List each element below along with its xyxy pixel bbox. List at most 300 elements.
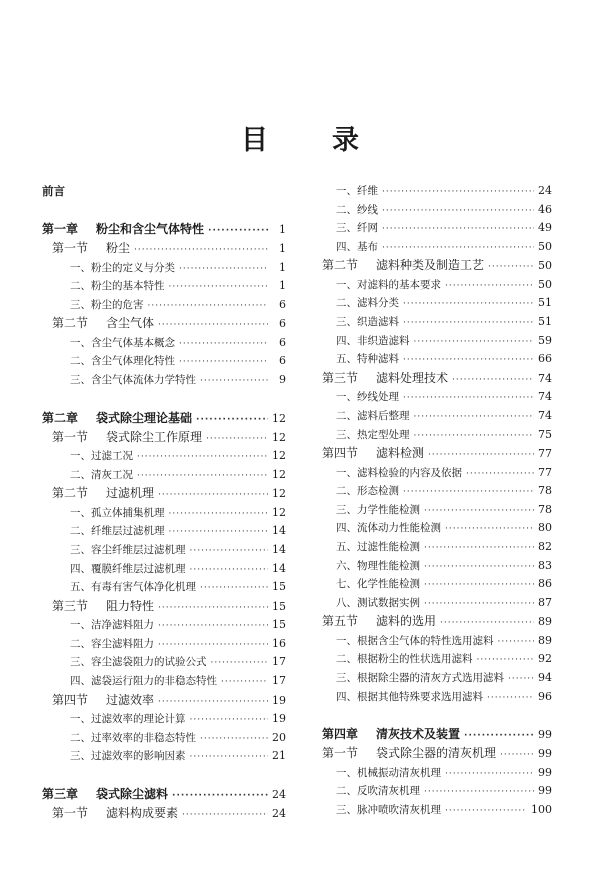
toc-entry-label xyxy=(336,219,378,238)
toc-entry-item[interactable] xyxy=(322,632,552,651)
toc-page-number: 99 xyxy=(538,784,552,798)
toc-entry-label xyxy=(322,744,496,764)
dot-leader xyxy=(179,353,268,371)
toc-entry-title: 滤料检测 xyxy=(376,446,425,461)
toc-entry-item[interactable] xyxy=(322,276,552,295)
toc-entry-section[interactable] xyxy=(322,744,552,764)
toc-page-number: 6 xyxy=(279,354,286,368)
toc-page-number: 50 xyxy=(538,259,552,273)
toc-entry-title: 四、根据其他特殊要求选用滤料 xyxy=(336,690,483,703)
dot-leader xyxy=(466,465,534,483)
toc-entry-chapter[interactable] xyxy=(42,219,286,239)
toc-entry-label xyxy=(70,578,196,597)
toc-page-number: 15 xyxy=(272,618,286,632)
toc-page-number: 1 xyxy=(279,242,286,255)
toc-entry-item[interactable] xyxy=(42,653,286,672)
toc-entry-title: 一、机械振动清灰机理 xyxy=(336,766,441,779)
dot-leader xyxy=(208,221,268,239)
toc-entry-label xyxy=(336,294,399,313)
toc-entry-label xyxy=(70,522,165,541)
toc-entry-number: 第一章 xyxy=(42,222,79,236)
toc-entry-title: 四、滤袋运行阻力的非稳态特性 xyxy=(70,675,217,687)
toc-entry-title: 清灰技术及装置 xyxy=(376,727,461,742)
toc-entry-item[interactable] xyxy=(322,764,552,783)
dot-leader xyxy=(445,520,534,538)
toc-entry-label xyxy=(42,408,192,428)
toc-entry-label xyxy=(336,669,504,688)
dot-leader xyxy=(440,614,534,632)
dot-leader xyxy=(169,278,269,296)
dot-leader xyxy=(487,689,534,707)
toc-entry-label xyxy=(336,407,410,426)
dot-leader xyxy=(211,654,269,672)
toc-entry-label xyxy=(52,428,202,448)
dot-leader xyxy=(382,202,534,220)
toc-entry-number: 第一节 xyxy=(52,429,89,444)
toc-entry-section[interactable] xyxy=(42,239,286,259)
title-char-2: 录 xyxy=(332,125,359,156)
toc-page-number: 92 xyxy=(538,652,552,666)
toc-page-number: 9 xyxy=(279,372,286,386)
toc-entry-label xyxy=(336,388,399,407)
toc-entry-item[interactable] xyxy=(42,729,286,748)
toc-entry-item[interactable] xyxy=(42,259,286,278)
toc-entry-label xyxy=(70,259,175,278)
dot-leader xyxy=(190,542,269,560)
toc-entry-item[interactable] xyxy=(322,688,552,707)
toc-entry-title: 一、过滤效率的理论计算 xyxy=(70,713,186,726)
toc-entry-title: 一、洁净滤料阻力 xyxy=(70,619,154,632)
dot-leader xyxy=(424,558,534,576)
dot-leader xyxy=(158,636,268,654)
toc-page-number: 74 xyxy=(538,390,552,404)
toc-entry-item[interactable] xyxy=(322,669,552,688)
toc-entry-title: 三、纤网 xyxy=(336,222,378,235)
toc-page-number: 77 xyxy=(538,447,552,461)
toc-entry-item[interactable] xyxy=(322,650,552,669)
toc-entry-label xyxy=(336,764,441,783)
toc-entry-label xyxy=(70,672,217,691)
toc-page-number: 86 xyxy=(538,577,552,591)
spacer xyxy=(42,390,286,408)
toc-entry-item[interactable] xyxy=(322,407,552,426)
toc-entry-section[interactable] xyxy=(42,597,286,617)
toc-entry-title: 二、形态检测 xyxy=(336,485,399,498)
toc-entry-chapter[interactable] xyxy=(42,408,286,428)
toc-entry-title: 过滤效率 xyxy=(106,692,155,707)
dot-leader xyxy=(200,372,268,390)
toc-entry-title: 滤料构成要素 xyxy=(106,805,179,820)
toc-page-number: 99 xyxy=(538,765,552,779)
spacer xyxy=(42,766,286,784)
dot-leader xyxy=(424,595,534,613)
toc-entry-item[interactable] xyxy=(42,296,286,315)
dot-leader xyxy=(200,730,268,748)
toc-page-number: 15 xyxy=(272,599,286,613)
toc-entry-label xyxy=(322,256,484,276)
toc-entry-item[interactable] xyxy=(322,182,552,201)
toc-entry-label xyxy=(70,466,133,485)
dot-leader xyxy=(158,599,268,617)
toc-entry-title: 粉尘 xyxy=(106,241,131,255)
toc-entry-title: 三、过滤效率的影响因素 xyxy=(70,750,186,763)
dot-leader xyxy=(414,408,535,426)
toc-entry-section[interactable] xyxy=(322,612,552,632)
toc-entry-label xyxy=(70,504,165,523)
toc-entry-label xyxy=(70,747,186,766)
toc-entry-item[interactable] xyxy=(42,541,286,560)
toc-entry-label xyxy=(70,729,196,748)
toc-entry-item[interactable] xyxy=(42,352,286,371)
toc-page-number: 17 xyxy=(272,674,286,687)
toc-entry-title: 二、纱线 xyxy=(336,203,378,216)
toc-entry-item[interactable] xyxy=(322,575,552,594)
toc-entry-label xyxy=(336,519,441,538)
dot-leader xyxy=(134,241,268,259)
toc-page-number: 14 xyxy=(272,524,286,538)
toc-page-number: 59 xyxy=(538,333,552,347)
dot-leader xyxy=(464,726,534,744)
toc-entry-title: 二、滤料分类 xyxy=(336,297,399,310)
dot-leader xyxy=(477,651,535,669)
spacer xyxy=(322,706,552,724)
dot-leader xyxy=(452,371,534,389)
toc-entry-title: 二、根据粉尘的性状选用滤料 xyxy=(336,653,473,666)
toc-entry-item[interactable] xyxy=(322,426,552,445)
toc-entry-label xyxy=(52,484,154,504)
toc-page-number: 50 xyxy=(538,277,552,291)
dot-leader xyxy=(403,351,534,369)
toc-entry-label xyxy=(336,201,378,220)
dot-leader xyxy=(403,295,534,313)
toc-entry-title: 粉尘和含尘气体特性 xyxy=(96,222,205,236)
toc-page-number: 89 xyxy=(538,615,552,629)
toc-entry-title: 滤料种类及制造工艺 xyxy=(376,258,485,273)
toc-entry-item[interactable] xyxy=(322,538,552,557)
toc-entry-title: 四、非织造滤料 xyxy=(336,334,410,347)
dot-leader xyxy=(403,314,534,332)
toc-page-number: 50 xyxy=(538,239,552,253)
toc-entry-label xyxy=(70,653,207,672)
toc-entry-number: 第三节 xyxy=(322,370,359,385)
dot-leader xyxy=(414,333,535,351)
toc-entry-section[interactable] xyxy=(42,484,286,504)
toc-entry-label xyxy=(336,482,399,501)
dot-leader xyxy=(158,693,268,711)
toc-page-number: 1 xyxy=(279,260,286,274)
dot-leader xyxy=(179,335,268,353)
toc-page-number: 80 xyxy=(538,521,552,535)
toc-page-number: 19 xyxy=(272,693,286,707)
dot-leader xyxy=(172,786,268,804)
toc-page-number: 12 xyxy=(272,505,286,519)
toc-page-number: 1 xyxy=(279,279,286,293)
toc-entry-item[interactable] xyxy=(322,388,552,407)
toc-entry-label xyxy=(336,575,420,594)
toc-entry-title: 一、根据含尘气体的特性选用滤料 xyxy=(336,634,494,647)
toc-entry-label xyxy=(70,296,144,315)
toc-page-number: 75 xyxy=(538,427,552,441)
toc-entry-label xyxy=(336,801,441,820)
toc-page-number: 1 xyxy=(279,223,286,236)
toc-entry-number: 第二节 xyxy=(52,316,89,331)
dot-leader xyxy=(382,183,534,201)
toc-entry-item[interactable] xyxy=(42,747,286,766)
toc-entry-item[interactable] xyxy=(42,578,286,597)
toc-entry-label xyxy=(336,426,410,445)
dot-leader xyxy=(498,633,535,651)
toc-page-number: 12 xyxy=(272,449,286,463)
toc-entry-item[interactable] xyxy=(42,616,286,635)
dot-leader xyxy=(190,711,269,729)
toc-entry-section[interactable] xyxy=(42,691,286,711)
toc-page-number: 6 xyxy=(279,317,286,331)
toc-entry-chapter[interactable] xyxy=(322,724,552,744)
dot-leader xyxy=(488,258,534,276)
toc-entry-section[interactable] xyxy=(42,428,286,448)
toc-entry-number: 第三节 xyxy=(52,598,89,613)
dot-leader xyxy=(508,670,534,688)
toc-entry-title: 二、含尘气体理化特性 xyxy=(70,355,175,368)
toc-entry-label xyxy=(52,597,154,617)
toc-entry-title: 五、特种滤料 xyxy=(336,353,399,366)
toc-page-number: 89 xyxy=(538,633,552,647)
toc-entry-number: 第二节 xyxy=(52,486,89,501)
toc-entry-label xyxy=(322,612,436,632)
toc-page-number: 24 xyxy=(272,787,286,801)
dot-leader xyxy=(445,802,527,820)
toc-entry-item[interactable] xyxy=(322,519,552,538)
toc-page-number: 99 xyxy=(538,728,552,742)
toc-page-number: 46 xyxy=(538,202,552,216)
toc-entry-title: 一、滤料检验的内容及依据 xyxy=(336,466,462,479)
toc-entry-item[interactable] xyxy=(322,482,552,501)
toc-entry-label xyxy=(336,501,420,520)
toc-page-number: 14 xyxy=(272,542,286,556)
toc-entry-number: 第一节 xyxy=(52,241,89,255)
toc-entry-title: 二、滤料后整理 xyxy=(336,409,410,422)
toc-entry-title: 二、过率效率的非稳态特性 xyxy=(70,731,196,744)
toc-entry-title: 滤料的选用 xyxy=(376,614,437,629)
toc-page-number: 74 xyxy=(538,371,552,385)
toc-entry-label xyxy=(336,332,410,351)
toc-entry-title: 一、纤维 xyxy=(336,185,378,197)
toc-entry-item[interactable] xyxy=(42,447,286,466)
toc-entry-item[interactable] xyxy=(322,801,552,820)
dot-leader xyxy=(403,483,534,501)
dot-leader xyxy=(445,765,534,783)
toc-entry-label xyxy=(42,219,204,239)
toc-page-number: 77 xyxy=(538,465,552,479)
toc-entry-label xyxy=(336,538,420,557)
toc-entry-title: 三、织造滤料 xyxy=(336,316,399,329)
dot-leader xyxy=(158,617,268,635)
toc-entry-label xyxy=(70,635,154,654)
toc-entry-item[interactable] xyxy=(322,201,552,220)
dot-leader xyxy=(137,448,268,466)
toc-entry-label xyxy=(322,369,448,389)
toc-entry-label xyxy=(70,541,186,560)
toc-page-number: 6 xyxy=(279,297,286,311)
toc-page-number: 21 xyxy=(272,749,286,763)
toc-entry-label xyxy=(336,276,441,295)
toc-entry-item[interactable] xyxy=(322,594,552,613)
toc-entry-item[interactable] xyxy=(42,522,286,541)
toc-entry-item[interactable] xyxy=(322,350,552,369)
toc-page-number: 66 xyxy=(538,352,552,366)
toc-entry-item[interactable] xyxy=(322,557,552,576)
toc-entry-item[interactable] xyxy=(42,466,286,485)
toc-page-number: 74 xyxy=(538,408,552,422)
toc-entry-label xyxy=(42,784,168,804)
dot-leader xyxy=(179,260,268,278)
title-char-1: 目 xyxy=(241,125,268,156)
toc-page-number: 19 xyxy=(272,712,286,726)
toc-entry-label xyxy=(70,616,154,635)
dot-leader xyxy=(424,502,534,520)
toc-entry-item[interactable] xyxy=(322,501,552,520)
toc-entry-item[interactable] xyxy=(322,313,552,332)
toc-entry-label xyxy=(70,447,133,466)
toc-page-number: 99 xyxy=(538,747,552,761)
toc-entry-item[interactable] xyxy=(322,782,552,801)
toc-entry-title: 含尘气体 xyxy=(106,316,155,331)
toc-entry-number: 第一节 xyxy=(52,805,89,820)
dot-leader xyxy=(414,427,535,445)
toc-entry-label xyxy=(70,352,175,371)
toc-entry-item[interactable] xyxy=(42,334,286,353)
toc-entry-title: 前言 xyxy=(42,184,65,198)
toc-entry-item[interactable] xyxy=(42,504,286,523)
toc-entry-label xyxy=(52,691,154,711)
toc-entry-item[interactable] xyxy=(322,219,552,238)
dot-leader xyxy=(169,523,269,541)
toc-entry-title: 四、流体动力性能检测 xyxy=(336,522,441,535)
toc-entry-label xyxy=(70,371,196,390)
toc-entry-item[interactable] xyxy=(42,710,286,729)
toc-entry-title: 袋式除尘滤料 xyxy=(96,786,169,801)
toc-entry-section[interactable] xyxy=(322,256,552,276)
toc-page-number: 78 xyxy=(538,502,552,516)
dot-leader xyxy=(424,783,534,801)
toc-right-column xyxy=(322,182,552,820)
toc-entry-item[interactable] xyxy=(322,238,552,257)
toc-entry-title: 二、清灰工况 xyxy=(70,468,133,481)
toc-entry-item[interactable] xyxy=(322,464,552,483)
toc-entry-label xyxy=(42,181,65,201)
toc-entry-title: 三、根据除尘器的清灰方式选用滤料 xyxy=(336,672,504,685)
dot-leader xyxy=(403,389,534,407)
toc-entry-label xyxy=(336,182,378,201)
toc-entry-label xyxy=(336,557,420,576)
toc-page-number: 100 xyxy=(531,802,552,816)
toc-entry-title: 一、纱线处理 xyxy=(336,391,399,404)
toc-entry-title: 四、覆膜纤维层过滤机理 xyxy=(70,562,186,575)
dot-leader xyxy=(424,576,534,594)
toc-entry-item[interactable] xyxy=(42,560,286,579)
toc-entry-title: 二、粉尘的基本特性 xyxy=(70,280,165,293)
toc-entry-label xyxy=(52,239,130,259)
toc-entry-item[interactable] xyxy=(42,277,286,296)
toc-left-column xyxy=(42,181,286,823)
toc-entry-title: 一、粉尘的定义与分类 xyxy=(70,261,175,274)
toc-entry-title: 三、含尘气体流体力学特性 xyxy=(70,373,196,386)
dot-leader xyxy=(158,486,268,504)
dot-leader xyxy=(190,561,269,579)
toc-entry-section[interactable] xyxy=(42,314,286,334)
toc-entry-section[interactable] xyxy=(322,369,552,389)
dot-leader xyxy=(382,239,534,257)
toc-entry-number: 第四章 xyxy=(322,727,359,742)
dot-leader xyxy=(137,467,268,485)
toc-entry-preface[interactable] xyxy=(42,181,286,201)
toc-entry-title: 三、脉冲喷吹清灰机理 xyxy=(336,803,441,816)
toc-entry-chapter[interactable] xyxy=(42,784,286,804)
toc-entry-title: 四、基布 xyxy=(336,240,378,253)
toc-entry-label xyxy=(52,314,154,334)
dot-leader xyxy=(445,277,534,295)
toc-entry-title: 一、过滤工况 xyxy=(70,450,133,463)
dot-leader xyxy=(169,505,269,523)
toc-entry-title: 三、热定型处理 xyxy=(336,428,410,441)
toc-entry-title: 六、物理性能检测 xyxy=(336,559,420,572)
toc-page-number: 24 xyxy=(538,184,552,197)
toc-page-number: 17 xyxy=(272,655,286,669)
dot-leader xyxy=(200,579,268,597)
dot-leader xyxy=(221,673,268,691)
toc-page-number: 15 xyxy=(272,580,286,594)
dot-leader xyxy=(196,410,268,428)
toc-entry-label xyxy=(70,277,165,296)
toc-entry-number: 第二节 xyxy=(322,258,359,273)
dot-leader xyxy=(158,316,268,334)
toc-entry-item[interactable] xyxy=(42,371,286,390)
toc-page-number: 87 xyxy=(538,595,552,609)
toc-entry-item[interactable] xyxy=(42,672,286,691)
toc-entry-label xyxy=(336,650,473,669)
toc-page-number: 83 xyxy=(538,558,552,572)
page-title xyxy=(0,118,600,157)
toc-entry-title: 三、粉尘的危害 xyxy=(70,298,144,311)
toc-page-number: 16 xyxy=(272,636,286,650)
toc-entry-label xyxy=(336,782,420,801)
toc-entry-title: 过滤机理 xyxy=(106,486,155,501)
toc-entry-title: 滤料处理技术 xyxy=(376,370,449,385)
toc-page-number: 14 xyxy=(272,561,286,575)
toc-entry-number: 第一节 xyxy=(322,746,359,761)
toc-entry-label xyxy=(336,688,483,707)
toc-page-number: 12 xyxy=(272,411,286,425)
toc-entry-section[interactable] xyxy=(42,804,286,824)
toc-entry-title: 三、容尘滤袋阻力的试验公式 xyxy=(70,656,207,669)
toc-entry-item[interactable] xyxy=(42,635,286,654)
toc-page-number: 49 xyxy=(538,221,552,235)
toc-entry-number: 第二章 xyxy=(42,410,79,425)
toc-entry-label xyxy=(70,710,186,729)
toc-entry-item[interactable] xyxy=(322,332,552,351)
toc-entry-section[interactable] xyxy=(322,444,552,464)
dot-leader xyxy=(424,539,534,557)
toc-entry-title: 五、过滤性能检测 xyxy=(336,541,420,553)
toc-entry-label xyxy=(336,350,399,369)
dot-leader xyxy=(428,446,534,464)
toc-page-number: 51 xyxy=(538,315,552,329)
toc-page-number: 94 xyxy=(538,671,552,685)
toc-entry-item[interactable] xyxy=(322,294,552,313)
dot-leader xyxy=(382,220,534,238)
spacer xyxy=(42,201,286,219)
toc-entry-title: 二、容尘滤料阻力 xyxy=(70,637,154,650)
